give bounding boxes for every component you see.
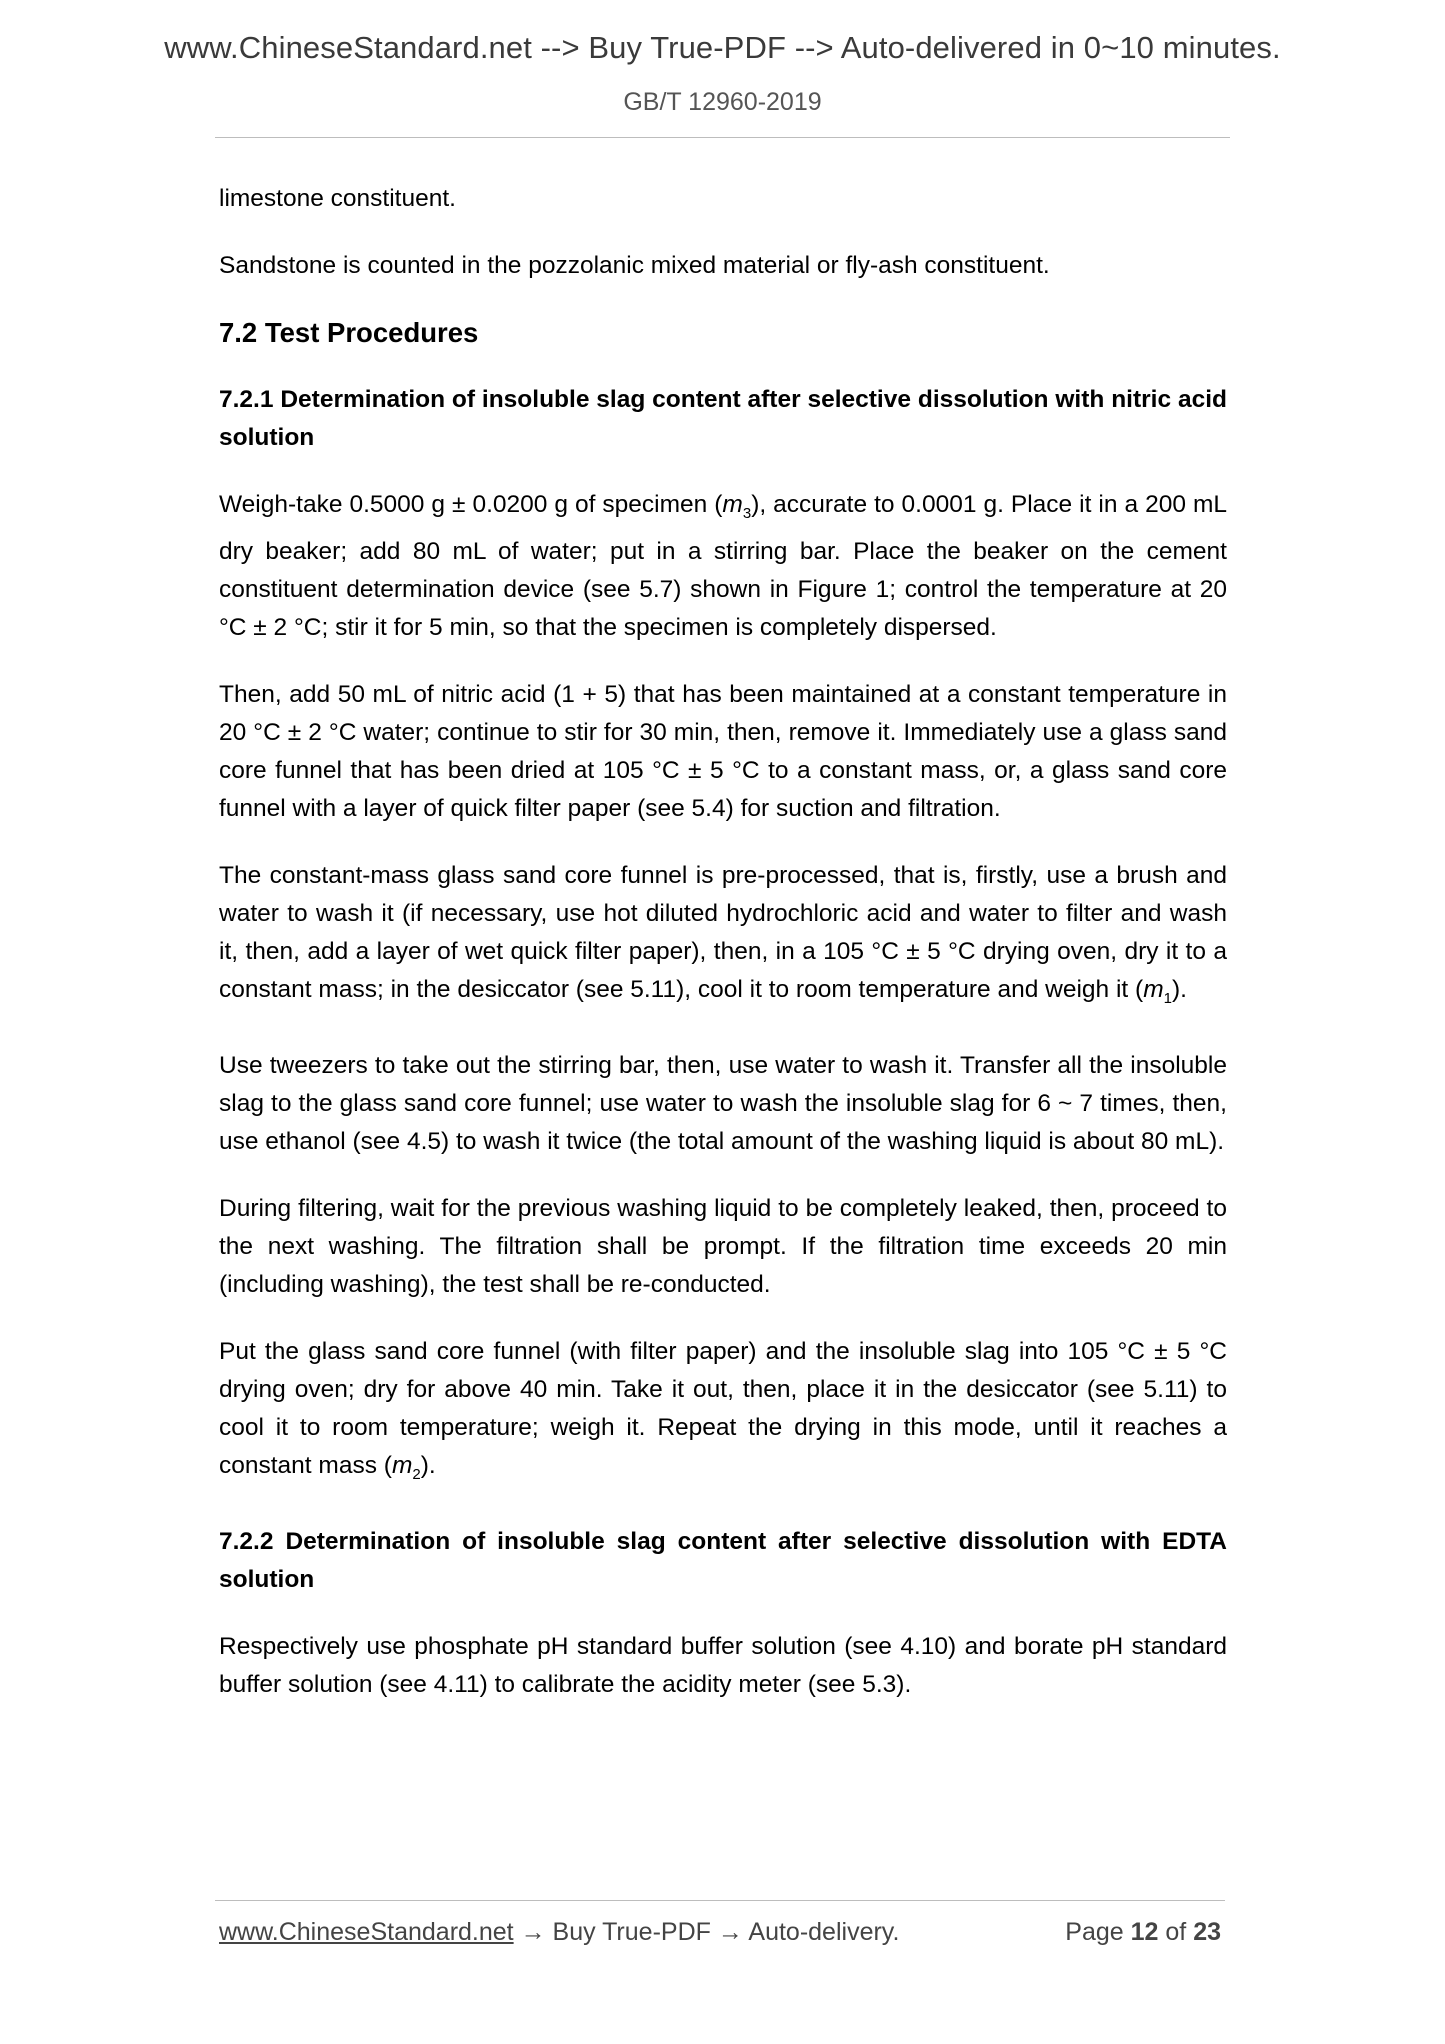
text: ). (420, 1451, 436, 1479)
footer-tagline: → Buy True-PDF → Auto-delivery. (513, 1918, 900, 1946)
page-body (219, 180, 1227, 1733)
paragraph-filtering: During filtering, wait for the previous washing liquid to be completely leaked, then, proceed to the next washing. The filtration shall be prompt. If the filtration time exceeds 20 min (including washing), the test shall be re-conducted. (219, 1194, 1227, 1298)
page-total: 23 (1193, 1918, 1221, 1946)
page-counter (1065, 1918, 1221, 1947)
page-number: 12 (1130, 1918, 1159, 1946)
paragraph-weigh-specimen (219, 486, 1227, 647)
site-banner: www.ChineseStandard.net --> Buy True-PDF --> Auto-delivered in 0~10 minutes. (164, 30, 1281, 65)
math-subscript: 2 (412, 1465, 421, 1483)
footer-divider (215, 1900, 1225, 1901)
math-subscript: 1 (1163, 989, 1172, 1007)
paragraph-limestone: limestone constituent. (219, 185, 456, 212)
page-label: Page (1065, 1918, 1124, 1946)
text: ), accurate to 0.0001 g. Place it in a 200 mL dry beaker; add 80 mL of water; put in a stirring bar. Place the beaker on the cement constituent determination device (see 5.7) shown in Figure 1; control the temperature at 20 °C ± 2 °C; stir it for 5 min, so that the specimen is completely dispersed. (219, 491, 1227, 641)
subsection-heading-7-2-2: 7.2.2 Determination of insoluble slag content after selective dissolution with EDTA solution (219, 1527, 1227, 1593)
paragraph-transfer-slag: Use tweezers to take out the stirring bar, then, use water to wash it. Transfer all the insoluble slag to the glass sand core funnel; use water to wash the insoluble slag for 6 ~ 7 times, then, use ethanol (see 4.5) to wash it twice (the total amount of the washing liquid is about 80 mL). (219, 1051, 1227, 1155)
math-variable: m (1143, 975, 1164, 1003)
subsection-heading-7-2-1: 7.2.1 Determination of insoluble slag content after selective dissolution with nitric acid solution (219, 386, 1227, 451)
math-variable: m (391, 1451, 413, 1479)
paragraph-calibrate: Respectively use phosphate pH standard buffer solution (see 4.10) and borate pH standard buffer solution (see 4.11) to calibrate the acidity meter (see 5.3). (219, 1632, 1227, 1698)
header-divider (215, 137, 1230, 138)
document-id: GB/T 12960-2019 (623, 88, 822, 116)
text: The constant-mass glass sand core funnel is pre-processed, that is, firstly, use a brush and water to wash it (if necessary, use hot diluted hydrochloric acid and water to filter and wash it, then, add a layer of wet quick filter paper), then, in a 105 °C ± 5 °C drying oven, dry it to a constant mass; in the desiccator (see 5.11), cool it to room temperature and weigh it ( (219, 861, 1227, 1003)
of-label: of (1165, 1918, 1187, 1946)
text: Put the glass sand core funnel (with filter paper) and the insoluble slag into 105 °C ± 5 °C drying oven; dry for above 40 min. Take it out, then, place it in the desiccator (see 5.11) to cool it to room temperature; weigh it. Repeat the drying in this mode, until it reaches a constant mass ( (219, 1337, 1227, 1479)
math-subscript: 3 (742, 504, 752, 522)
footer-site-link[interactable]: www.ChineseStandard.net (219, 1918, 514, 1946)
math-variable: m (722, 491, 743, 518)
text: Weigh-take 0.5000 g ± 0.0200 g of specimen ( (219, 491, 723, 518)
paragraph-drying (219, 1333, 1227, 1494)
paragraph-sandstone: Sandstone is counted in the pozzolanic mixed material or fly-ash constituent. (219, 252, 1050, 279)
paragraph-add-nitric-acid: Then, add 50 mL of nitric acid (1 + 5) that has been maintained at a constant temperature in 20 °C ± 2 °C water; continue to stir for 30 min, then, remove it. Immediately use a glass sand core funnel that has been dried at 105 °C ± 5 °C to a constant mass, or, a glass sand core funnel with a layer of quick filter paper (see 5.4) for suction and filtration. (219, 680, 1227, 822)
paragraph-funnel-preprocess (219, 857, 1227, 1018)
section-heading-7-2: 7.2 Test Procedures (219, 317, 479, 348)
text: ). (1171, 975, 1187, 1003)
page-footer (219, 1918, 1227, 1947)
